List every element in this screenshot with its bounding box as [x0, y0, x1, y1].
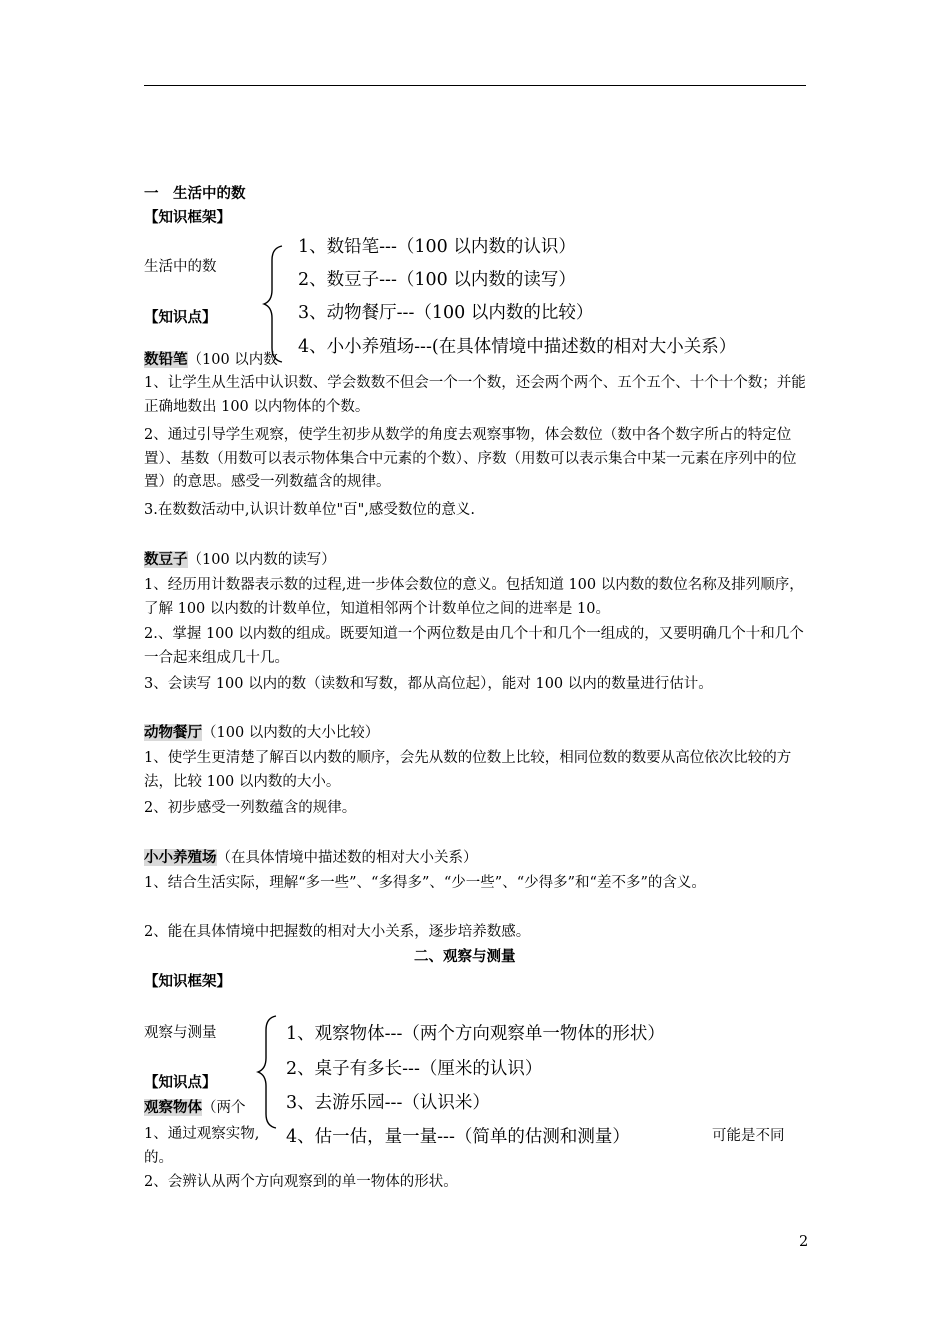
framework-item: 1、数铅笔---（100 以内数的认识）: [298, 237, 576, 257]
framework-item: 4、估一估，量一量---（简单的估测和测量）: [286, 1127, 630, 1147]
curly-brace: [256, 1014, 280, 1130]
section-title: 二、观察与测量: [414, 948, 516, 965]
lesson-item: 3、会读写 100 以内的数（读数和写数，都从高位起），能对 100 以内的数量进行估计。: [144, 676, 713, 692]
lesson-item: 2、初步感受一列数蕴含的规律。: [144, 800, 357, 816]
lesson-title: 观察物体: [144, 1099, 202, 1116]
lesson-heading: [144, 550, 336, 570]
lesson-item: 1、使学生更清楚了解百以内数的顺序，会先从数的位数上比较，相同位数的数要从高位依次比较的方法，比较 100 以内数的大小。: [144, 750, 792, 790]
lesson-heading: [144, 723, 379, 743]
lesson-subtitle: （100 以内数的大小比较）: [202, 725, 380, 741]
framework-root: 生活中的数: [144, 259, 217, 275]
framework-item: 2、数豆子---（100 以内数的读写）: [298, 270, 576, 290]
header-rule: [144, 85, 806, 86]
framework-item: 3、动物餐厅---（100 以内数的比较）: [298, 303, 594, 323]
framework-root: 观察与测量: [144, 1025, 217, 1041]
section-title: 一 生活中的数: [144, 185, 246, 202]
framework-item: 2、桌子有多长---（厘米的认识）: [286, 1059, 543, 1079]
lesson-item: 2.、掌握 100 以内数的组成。既要知道一个两位数是由几个十和几个一组成的，又要明确几个十和几个一合起来组成几十几。: [144, 626, 804, 666]
lesson-item: 3.在数数活动中,认识计数单位"百",感受数位的意义.: [144, 502, 475, 518]
points-label: 【知识点】: [144, 309, 217, 326]
points-label: 【知识点】: [144, 1074, 217, 1091]
framework-item: 4、小小养殖场---(在具体情境中描述数的相对大小关系）: [298, 337, 737, 357]
lesson-subtitle: （100 以内数: [187, 352, 278, 368]
lesson-item: 2、能在具体情境中把握数的相对大小关系，逐步培养数感。: [144, 924, 531, 940]
lesson-item: 1、经历用计数器表示数的过程,进一步体会数位的意义。包括知道 100 以内数的数位名称及排列顺序，了解 100 以内数的计数单位，知道相邻两个计数单位之间的进率是 10。: [144, 577, 804, 617]
lesson-item-start: 1、通过观察实物,: [144, 1126, 260, 1142]
lesson-subtitle: （100 以内数的读写）: [187, 552, 336, 568]
lesson-item: 2、通过引导学生观察，使学生初步从数学的角度去观察事物，体会数位（数中各个数字所占的特定位置）、基数（用数可以表示物体集合中元素的个数）、序数（用数可以表示集合中某一元素在序列中的位置）的意思。感受一列数蕴含的规律。: [144, 427, 797, 490]
lesson-subtitle: （两个: [202, 1100, 246, 1116]
lesson-heading: [144, 1098, 246, 1118]
framework-label: 【知识框架】: [144, 973, 231, 990]
framework-item: 1、观察物体---（两个方向观察单一物体的形状）: [286, 1024, 665, 1044]
lesson-heading: [144, 848, 478, 868]
curly-brace: [262, 244, 286, 364]
lesson-title: 小小养殖场: [144, 849, 217, 866]
page-number: 2: [799, 1234, 809, 1250]
lesson-heading: [144, 350, 278, 370]
lesson-item: 2、会辨认从两个方向观察到的单一物体的形状。: [144, 1174, 458, 1190]
lesson-title: 数豆子: [144, 551, 188, 568]
lesson-item: 1、让学生从生活中认识数、学会数数不但会一个一个数，还会两个两个、五个五个、十个十个数；并能正确地数出 100 以内物体的个数。: [144, 375, 806, 415]
framework-item: 3、去游乐园---（认识米）: [286, 1093, 490, 1113]
lesson-item-end: 可能是不同: [712, 1128, 785, 1144]
lesson-subtitle: （在具体情境中描述数的相对大小关系）: [216, 850, 478, 866]
lesson-title: 动物餐厅: [144, 724, 202, 741]
lesson-item-tail: 的。: [144, 1150, 173, 1166]
lesson-title: 数铅笔: [144, 351, 188, 368]
lesson-item: 1、结合生活实际，理解“多一些”、“多得多”、“少一些”、“少得多”和“差不多”的含义。: [144, 875, 706, 891]
framework-label: 【知识框架】: [144, 209, 231, 226]
